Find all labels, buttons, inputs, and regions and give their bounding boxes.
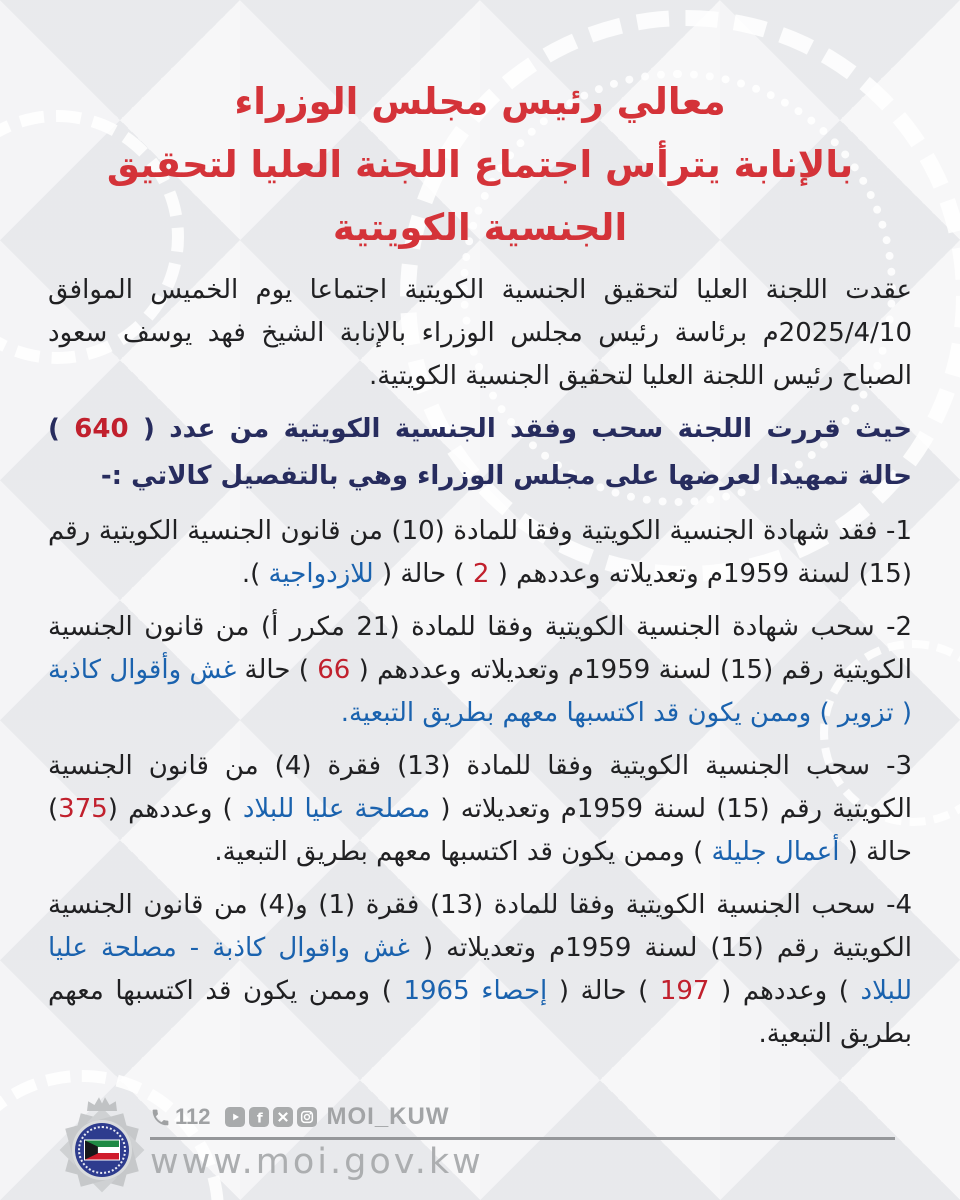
social-icons [225,1107,317,1127]
title-line-2: بالإنابة يترأس اجتماع اللجنة العليا لتحقيق [106,143,854,186]
instagram-icon [297,1107,317,1127]
crest-crown [87,1096,117,1111]
intro-paragraph: عقدت اللجنة العليا لتحقيق الجنسية الكويتية اجتماعا يوم الخميس الموافق 2025/4/10م برئاسة رئيس مجلس الوزراء بالإنابة الشيخ فهد يوسف سعود الصباح رئيس اللجنة العليا لتحقيق الجنسية الكويتية. [48,275,912,391]
youtube-icon [225,1107,245,1127]
svg-text:f: f [256,1111,263,1127]
decision-summary: حيث قررت اللجنة سحب وفقد الجنسية الكويتية من عدد ( 640 ) حالة تمهيدا لعرضها على مجلس الوزراء وهي بالتفصيل كالاتي :- [48,414,912,491]
footer [0,1094,960,1194]
emergency-number: 112 [175,1104,211,1129]
kuwait-flag [84,1140,120,1161]
website-url: www.moi.gov.kw [150,1142,484,1182]
title-line-3: الجنسية الكويتية [332,206,628,249]
footer-contact-row [150,1102,898,1132]
phone-icon [150,1107,171,1128]
social-handle: MOI_KUW [326,1103,450,1130]
case-item-4: 4- سحب الجنسية الكويتية وفقا للمادة (13) فقرة (1) و(4) من قانون الجنسية الكويتية رقم (15) لسنة 1959م وتعديلاته ( غش واقوال كاذبة - مصلحة عليا للبلاد ) وعددهم ( 197 ) حالة ( إحصاء 1965 ) وممن يكون قد اكتسبها معهم بطريق التبعية. [48,890,913,1049]
title-line-1: معالي رئيس مجلس الوزراء [234,80,726,123]
case-item-1: 1- فقد شهادة الجنسية الكويتية وفقا للمادة (10) من قانون الجنسية الكويتية رقم (15) لسنة 1959م وتعديلاته وعددهم ( 2 ) حالة ( للازدواجية ). [48,516,912,589]
divider-line [150,1137,895,1140]
case-item-2: 2- سحب شهادة الجنسية الكويتية وفقا للمادة (21 مكرر أ) من قانون الجنسية الكويتية رقم (15) لسنة 1959م وتعديلاته وعددهم ( 66 ) حالة غش وأقوال كاذبة ( تزوير ) وممن يكون قد اكتسبها معهم بطريق التبعية. [48,612,912,728]
x-icon [273,1107,293,1127]
footer-info [150,1094,898,1182]
announcement-body [0,269,960,1056]
moi-police-crest-logo [62,1094,142,1186]
facebook-icon [249,1107,269,1127]
case-item-3: 3- سحب الجنسية الكويتية وفقا للمادة (13) فقرة (4) من قانون الجنسية الكويتية رقم (15) لسنة 1959م وتعديلاته ( مصلحة عليا للبلاد ) وعددهم (375) حالة ( أعمال جليلة ) وممن يكون قد اكتسبها معهم بطريق التبعية. [48,751,913,867]
page-title [0,0,960,259]
